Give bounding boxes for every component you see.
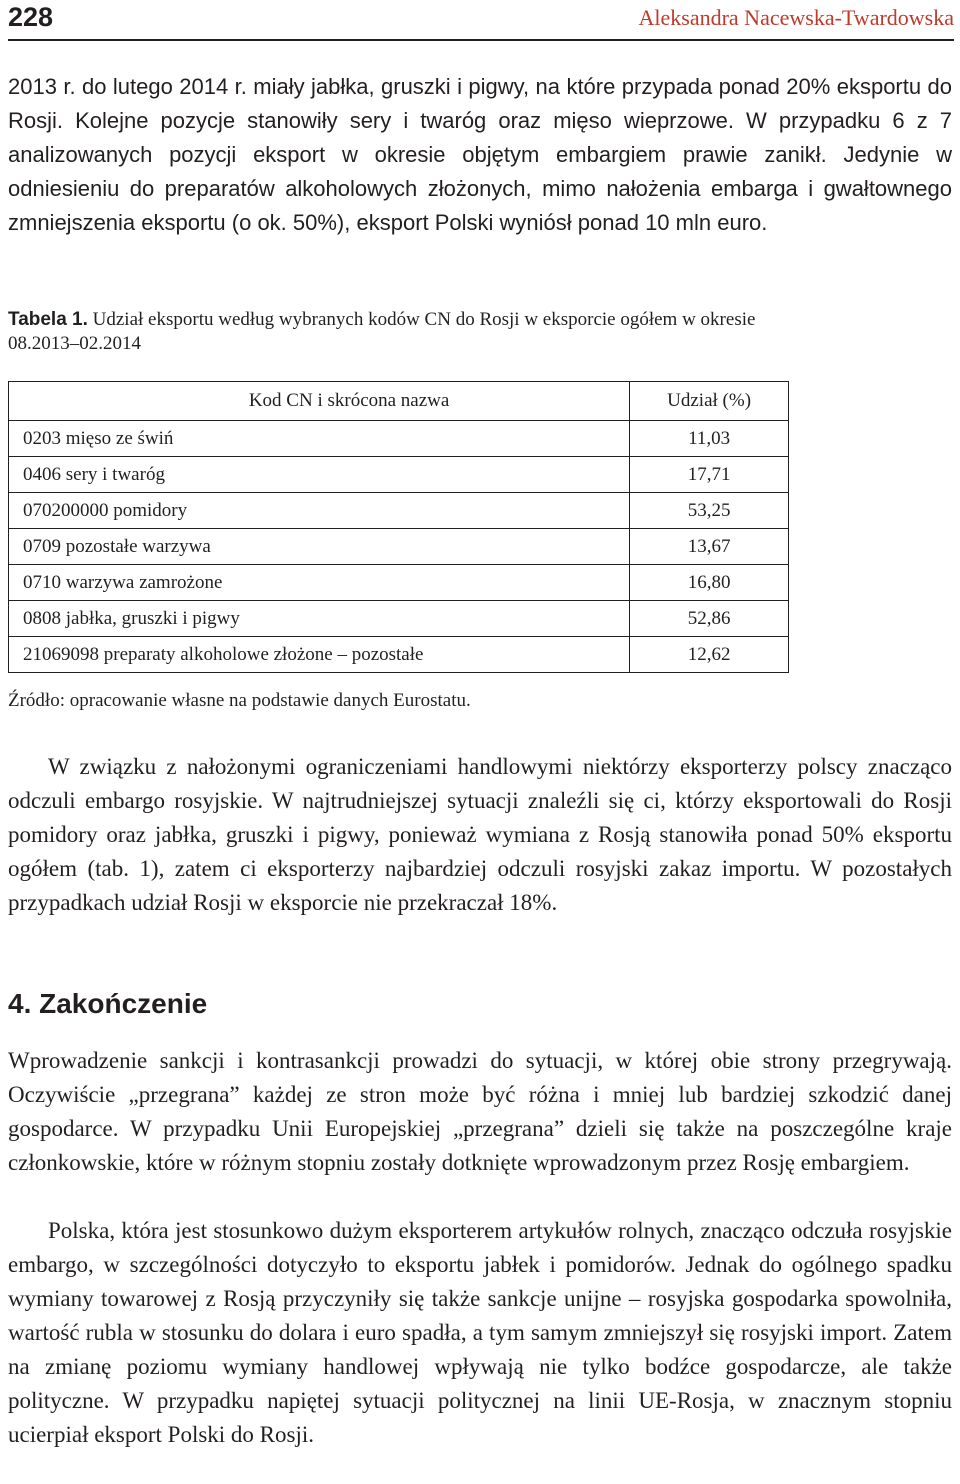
table-source-note: Źródło: opracowanie własne na podstawie danych Eurostatu. <box>8 690 471 711</box>
row-name: 0203 mięso ze świń <box>9 421 630 457</box>
table-row <box>9 565 789 601</box>
row-name: 0808 jabłka, gruszki i pigwy <box>9 601 630 637</box>
row-share: 12,62 <box>630 637 789 673</box>
row-name: 21069098 preparaty alkoholowe złożone – pozostałe <box>9 637 630 673</box>
table-caption <box>8 308 808 356</box>
row-share: 52,86 <box>630 601 789 637</box>
row-name: 0710 warzywa zamrożone <box>9 565 630 601</box>
section-heading: 4. Zakończenie <box>8 988 208 1019</box>
row-share: 53,25 <box>630 493 789 529</box>
header-rule <box>8 39 954 41</box>
row-share: 11,03 <box>630 421 789 457</box>
running-head <box>8 0 954 36</box>
table-row <box>9 421 789 457</box>
row-share: 17,71 <box>630 457 789 493</box>
row-name: 0709 pozostałe warzywa <box>9 529 630 565</box>
row-share: 13,67 <box>630 529 789 565</box>
table-caption-text: Udział eksportu według wybranych kodów CN do Rosji w eksporcie ogółem w okresie 08.2013–02.2014 <box>8 309 756 354</box>
row-share: 16,80 <box>630 565 789 601</box>
table-row <box>9 637 789 673</box>
table-row <box>9 529 789 565</box>
row-name: 0406 sery i twaróg <box>9 457 630 493</box>
running-head-author: Aleksandra Nacewska-Twardowska <box>638 5 954 30</box>
analysis-paragraph: W związku z nałożonymi ograniczeniami handlowymi niektórzy eksporterzy polscy znacząco odczuli embargo rosyjskie. W najtrudniejszej sytuacji znaleźli się ci, którzy eksportowali do Rosji pomidory oraz jabłka, gruszki i pigwy, ponieważ wymiana z Rosją stanowiła ponad 50% eksportu ogółem (tab. 1), zatem ci eksporterzy najbardziej odczuli rosyjski zakaz importu. W pozostałych przypadkach udział Rosji w eksporcie nie przekraczał 18%. <box>8 754 952 915</box>
table-label: Tabela 1. <box>8 309 88 330</box>
column-header-share: Udział (%) <box>630 382 789 421</box>
page-number: 228 <box>8 2 54 32</box>
table-row <box>9 493 789 529</box>
conclusion-paragraph-2: Polska, która jest stosunkowo dużym eksporterem artykułów rolnych, znacząco odczuła rosyjskie embargo, w szczególności dotyczyło to eksportu jabłek i pomidorów. Jednak do ogólnego spadku wymiany towarowej z Rosją przyczyniły się także sankcje unijne – rosyjska gospodarka spowolniła, wartość rubla w stosunku do dolara i euro spadła, a tym samym zmniejszył się rosyjski import. Zatem na zmianę poziomu wymiany handlowej wpływają nie tylko bodźce gospodarcze, ale także polityczne. W przypadku napiętej sytuacji politycznej na linii UE-Rosja, w znacznym stopniu ucierpiał eksport Polski do Rosji. <box>8 1218 952 1447</box>
table-row <box>9 601 789 637</box>
column-header-name: Kod CN i skrócona nazwa <box>9 382 630 421</box>
table-row <box>9 457 789 493</box>
intro-paragraph: 2013 r. do lutego 2014 r. miały jabłka, gruszki i pigwy, na które przypada ponad 20% eksportu do Rosji. Kolejne pozycje stanowiły sery i twaróg oraz mięso wieprzowe. W przypadku 6 z 7 analizowanych pozycji eksport w okresie objętym embargiem prawie zanikł. Jedynie w odniesieniu do preparatów alkoholowych złożonych, mimo nałożenia embarga i gwałtownego zmniejszenia eksportu (o ok. 50%), eksport Polski wyniósł ponad 10 mln euro. <box>8 74 952 235</box>
table-header-row <box>9 382 789 421</box>
export-share-table <box>8 381 789 673</box>
row-name: 070200000 pomidory <box>9 493 630 529</box>
conclusion-paragraph-1: Wprowadzenie sankcji i kontrasankcji prowadzi do sytuacji, w której obie strony przegrywają. Oczywiście „przegrana” każdej ze stron może być różna i mniej lub bardziej szkodzić danej gospodarce. W przypadku Unii Europejskiej „przegrana” dzieli się także na poszczególne kraje członkowskie, które w różnym stopniu zostały dotknięte wprowadzonym przez Rosję embargiem. <box>8 1048 952 1175</box>
